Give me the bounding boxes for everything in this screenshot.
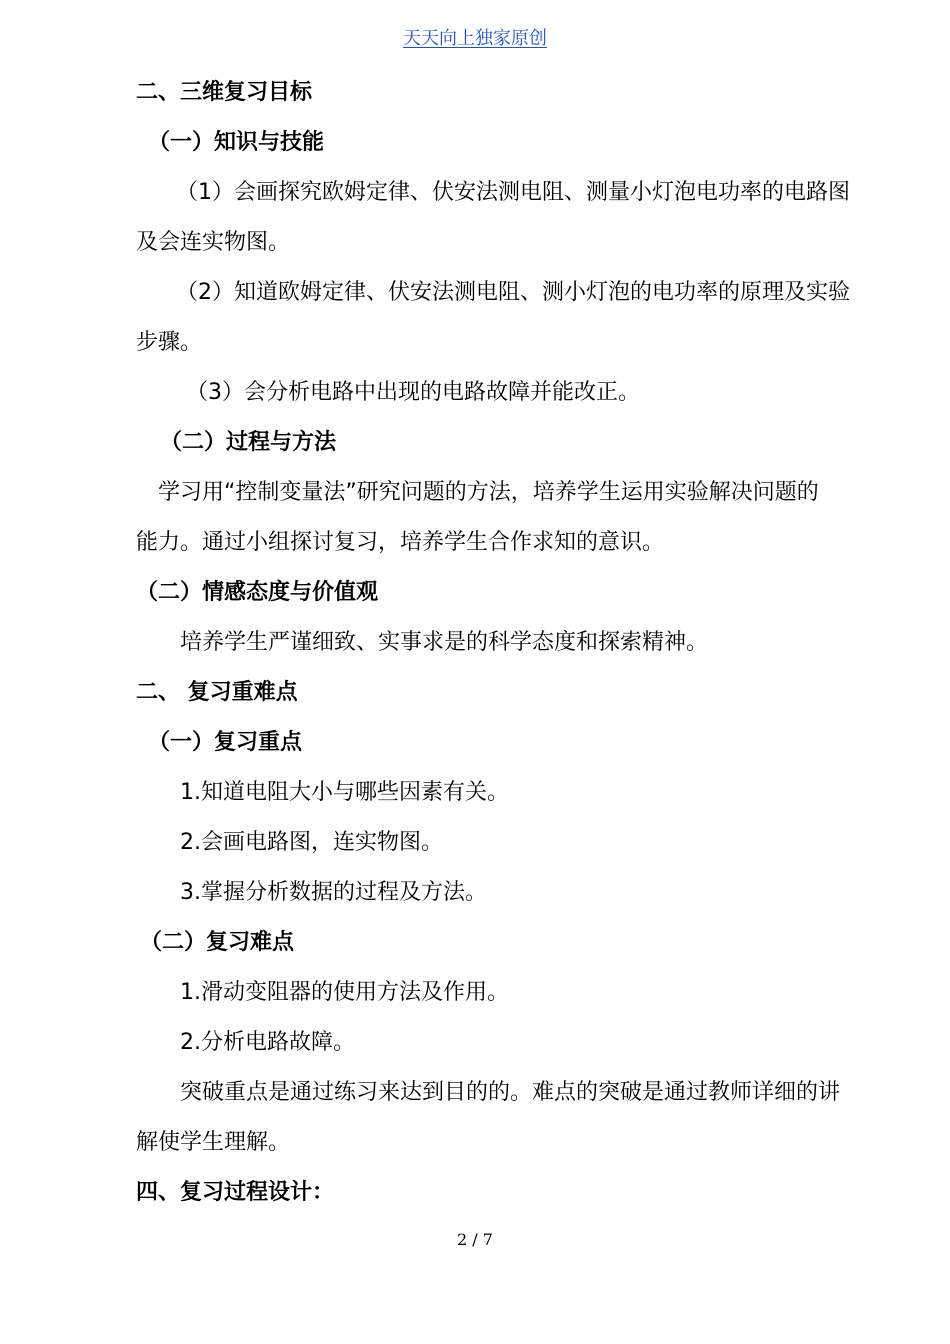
list-item-key-2: 2.会画电路图，连实物图。	[180, 830, 443, 855]
paragraph-emotion: 培养学生严谨细致、实事求是的科学态度和探索精神。	[180, 630, 709, 655]
heading-process-method: （二）过程与方法	[160, 430, 337, 455]
heading-review-design: 四、复习过程设计：	[136, 1180, 335, 1205]
paragraph-strategy-line-2: 解使学生理解。	[136, 1130, 291, 1155]
paragraph-knowledge-2-line-1: （2）知道欧姆定律、伏安法测电阻、测小灯泡的电功率的原理及实验	[176, 280, 850, 305]
list-item-key-1: 1.知道电阻大小与哪些因素有关。	[180, 780, 509, 805]
paragraph-knowledge-2-line-2: 步骤。	[136, 330, 203, 355]
heading-emotion-values: （二）情感态度与价值观	[136, 580, 379, 605]
heading-key-points: （一）复习重点	[148, 730, 303, 755]
page-number: 2 / 7	[457, 1230, 493, 1249]
paragraph-knowledge-1-line-1: （1）会画探究欧姆定律、伏安法测电阻、测量小灯泡电功率的电路图	[176, 180, 850, 205]
list-item-difficult-1: 1.滑动变阻器的使用方法及作用。	[180, 980, 509, 1005]
page-header: 天天向上独家原创	[403, 28, 547, 49]
paragraph-process-line-2: 能力。通过小组探讨复习，培养学生合作求知的意识。	[136, 530, 665, 555]
heading-goals: 二、三维复习目标	[136, 80, 313, 105]
paragraph-knowledge-3: （3）会分析电路中出现的电路故障并能改正。	[186, 380, 640, 405]
paragraph-strategy-line-1: 突破重点是通过练习来达到目的的。难点的突破是通过教师详细的讲	[180, 1080, 841, 1105]
heading-key-difficult-points: 二、 复习重难点	[136, 680, 298, 705]
heading-knowledge-skills: （一）知识与技能	[148, 130, 325, 155]
paragraph-knowledge-1-line-2: 及会连实物图。	[136, 230, 291, 255]
list-item-key-3: 3.掌握分析数据的过程及方法。	[180, 880, 487, 905]
heading-difficult-points: （二）复习难点	[140, 930, 295, 955]
paragraph-process-line-1: 学习用“控制变量法”研究问题的方法，培养学生运用实验解决问题的	[158, 480, 819, 505]
list-item-difficult-2: 2.分析电路故障。	[180, 1030, 355, 1055]
